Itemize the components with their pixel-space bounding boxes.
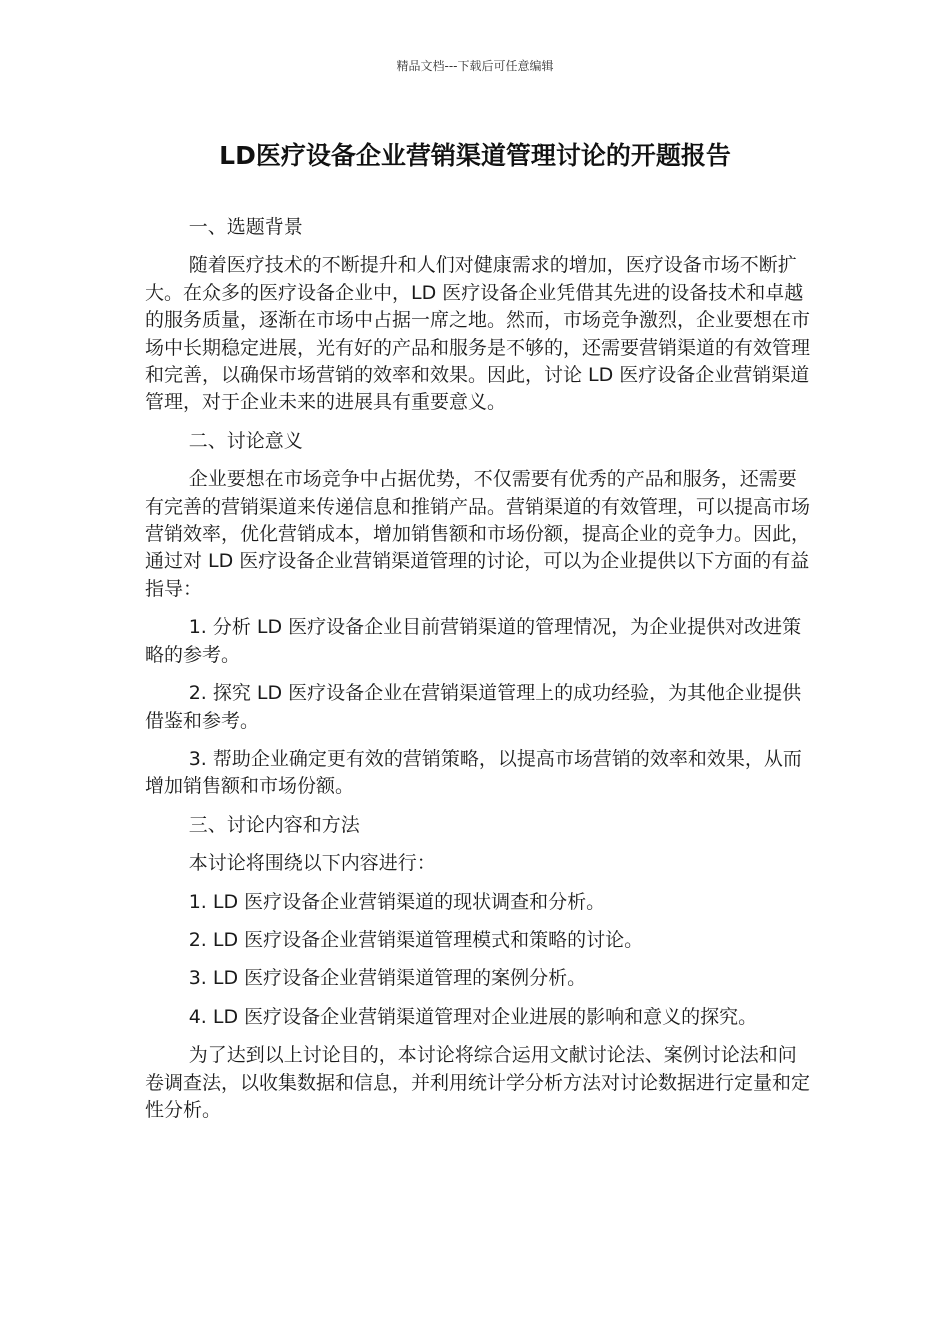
list-item-content-4: 4. LD 医疗设备企业营销渠道管理对企业进展的影响和意义的探究。	[188, 1005, 758, 1028]
paragraph-methods: 为了达到以上讨论目的，本讨论将综合运用文献讨论法、案例讨论法和问卷调查法，以收集数据和信息，并利用统计学分析方法对讨论数据进行定量和定性分析。	[145, 1044, 811, 1121]
section-heading-significance: 二、讨论意义	[188, 429, 303, 452]
list-item-content-3: 3. LD 医疗设备企业营销渠道管理的案例分析。	[188, 967, 587, 990]
list-item-guidance-2: 2. 探究 LD 医疗设备企业在营销渠道管理上的成功经验，为其他企业提供借鉴和参考。	[145, 682, 802, 732]
header-note: 精品文档---下载后可任意编辑	[396, 59, 554, 73]
list-item-guidance-1: 1. 分析 LD 医疗设备企业目前营销渠道的管理情况，为企业提供对改进策略的参考。	[145, 616, 802, 666]
document-title: LD医疗设备企业营销渠道管理讨论的开题报告	[219, 141, 731, 170]
paragraph-background: 随着医疗技术的不断提升和人们对健康需求的增加，医疗设备市场不断扩大。在众多的医疗设备企业中，LD 医疗设备企业凭借其先进的设备技术和卓越的服务质量，逐渐在市场中占据一席之地。然而，市场竞争激烈，企业要想在市场中长期稳定进展，光有好的产品和服务是不够的，还需要营销渠道的有效管理和完善，以确保市场营销的效率和效果。因此，讨论 LD 医疗设备企业营销渠道管理，对于企业未来的进展具有重要意义。	[145, 254, 811, 414]
list-item-content-2: 2. LD 医疗设备企业营销渠道管理模式和策略的讨论。	[188, 928, 644, 951]
section-heading-background: 一、选题背景	[188, 216, 303, 238]
paragraph-significance: 企业要想在市场竞争中占据优势，不仅需要有优秀的产品和服务，还需要有完善的营销渠道来传递信息和推销产品。营销渠道的有效管理，可以提高市场营销效率，优化营销成本，增加销售额和市场份额，提高企业的竞争力。因此，通过对 LD 医疗设备企业营销渠道管理的讨论，可以为企业提供以下方面的有益指导：	[145, 468, 811, 600]
document-body	[145, 214, 810, 1135]
paragraph-content-intro: 本讨论将围绕以下内容进行：	[188, 852, 436, 875]
section-heading-content-methods: 三、讨论内容和方法	[188, 813, 360, 836]
list-item-content-1: 1. LD 医疗设备企业营销渠道的现状调查和分析。	[188, 890, 606, 913]
list-item-guidance-3: 3. 帮助企业确定更有效的营销策略，以提高市场营销的效率和效果，从而增加销售额和市场份额。	[145, 747, 802, 798]
